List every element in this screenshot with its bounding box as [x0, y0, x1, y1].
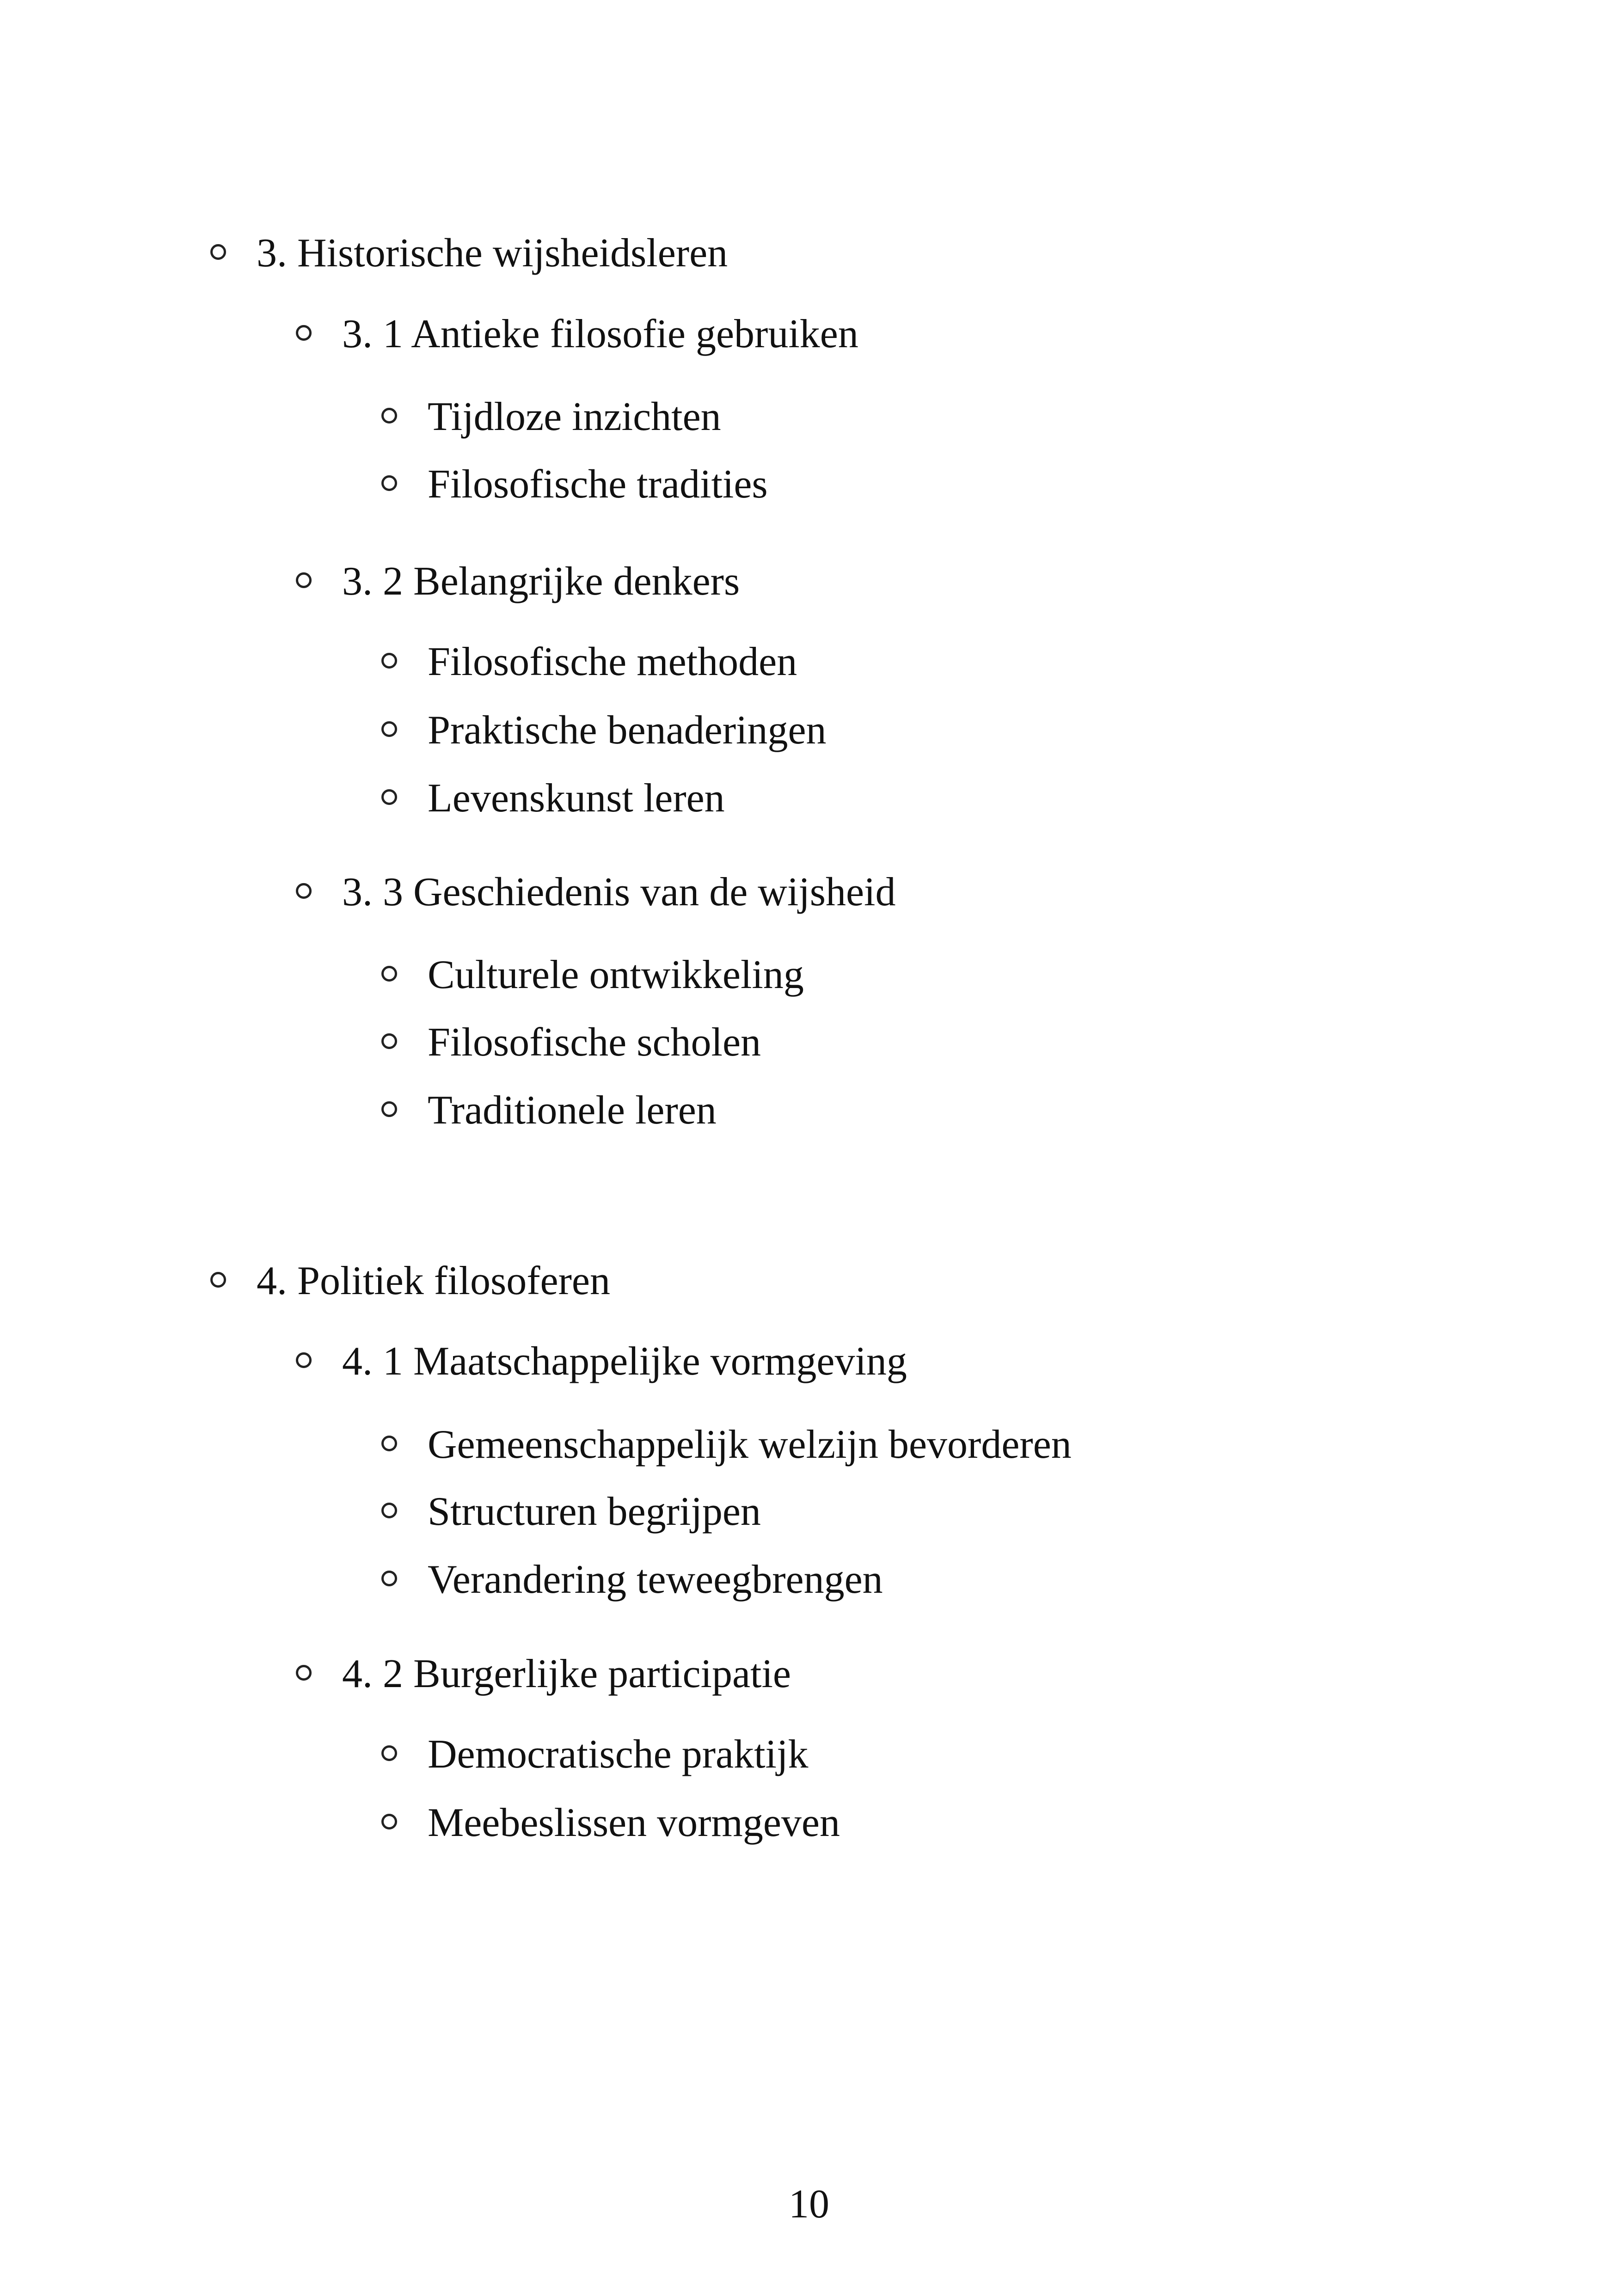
list-item-text: Filosofische methoden [428, 639, 797, 684]
list-item [428, 1019, 761, 1066]
hollow-bullet-icon [296, 1665, 312, 1681]
hollow-bullet-icon [381, 653, 397, 669]
list-item [428, 461, 768, 508]
hollow-bullet-icon [381, 475, 397, 491]
hollow-bullet-icon [381, 1033, 397, 1049]
list-item [428, 639, 797, 685]
hollow-bullet-icon [381, 1814, 397, 1829]
list-item-text: Verandering teweegbrengen [428, 1557, 883, 1602]
subsection-heading [342, 869, 896, 915]
list-item-text: Democratische praktijk [428, 1732, 809, 1777]
hollow-bullet-icon [381, 1101, 397, 1117]
hollow-bullet-icon [210, 1272, 226, 1288]
subsection-title: 4. 2 Burgerlijke participatie [342, 1651, 791, 1696]
list-item [428, 952, 804, 998]
list-item-text: Culturele ontwikkeling [428, 952, 804, 997]
hollow-bullet-icon [381, 1571, 397, 1586]
subsection-heading [342, 1651, 791, 1697]
list-item-text: Meebeslissen vormgeven [428, 1800, 840, 1845]
hollow-bullet-icon [296, 1352, 312, 1368]
subsection-title: 4. 1 Maatschappelijke vormgeving [342, 1339, 907, 1384]
hollow-bullet-icon [381, 966, 397, 982]
hollow-bullet-icon [381, 1745, 397, 1761]
list-item [428, 394, 721, 440]
list-item-text: Levenskunst leren [428, 776, 725, 821]
list-item [428, 707, 827, 754]
section-heading [257, 230, 728, 276]
hollow-bullet-icon [381, 721, 397, 737]
list-item [428, 1731, 808, 1778]
hollow-bullet-icon [381, 408, 397, 424]
subsection-title: 3. 1 Antieke filosofie gebruiken [342, 312, 858, 356]
hollow-bullet-icon [381, 789, 397, 805]
list-item [428, 1422, 1072, 1468]
hollow-bullet-icon [210, 244, 226, 260]
list-item-text: Traditionele leren [428, 1088, 717, 1133]
hollow-bullet-icon [381, 1436, 397, 1451]
section-title: 3. Historische wijsheidsleren [257, 231, 728, 276]
list-item [428, 1557, 883, 1603]
list-item [428, 1087, 717, 1134]
list-item [428, 775, 725, 822]
hollow-bullet-icon [381, 1503, 397, 1518]
list-item [428, 1489, 761, 1535]
hollow-bullet-icon [296, 325, 312, 341]
hollow-bullet-icon [296, 883, 312, 899]
list-item-text: Praktische benaderingen [428, 708, 827, 753]
list-item-text: Structuren begrijpen [428, 1489, 761, 1534]
list-item [428, 1800, 840, 1846]
subsection-heading [342, 311, 858, 357]
page-number: 10 [789, 2182, 829, 2227]
list-item-text: Filosofische scholen [428, 1020, 761, 1065]
list-item-text: Tijdloze inzichten [428, 394, 721, 439]
list-item-text: Filosofische tradities [428, 462, 768, 507]
section-title: 4. Politiek filosoferen [257, 1259, 610, 1303]
subsection-title: 3. 3 Geschiedenis van de wijsheid [342, 870, 896, 915]
subsection-heading [342, 1338, 907, 1385]
hollow-bullet-icon [296, 572, 312, 588]
list-item-text: Gemeenschappelijk welzijn bevorderen [428, 1422, 1072, 1467]
subsection-heading [342, 559, 740, 605]
section-heading [257, 1258, 610, 1304]
subsection-title: 3. 2 Belangrijke denkers [342, 559, 740, 604]
